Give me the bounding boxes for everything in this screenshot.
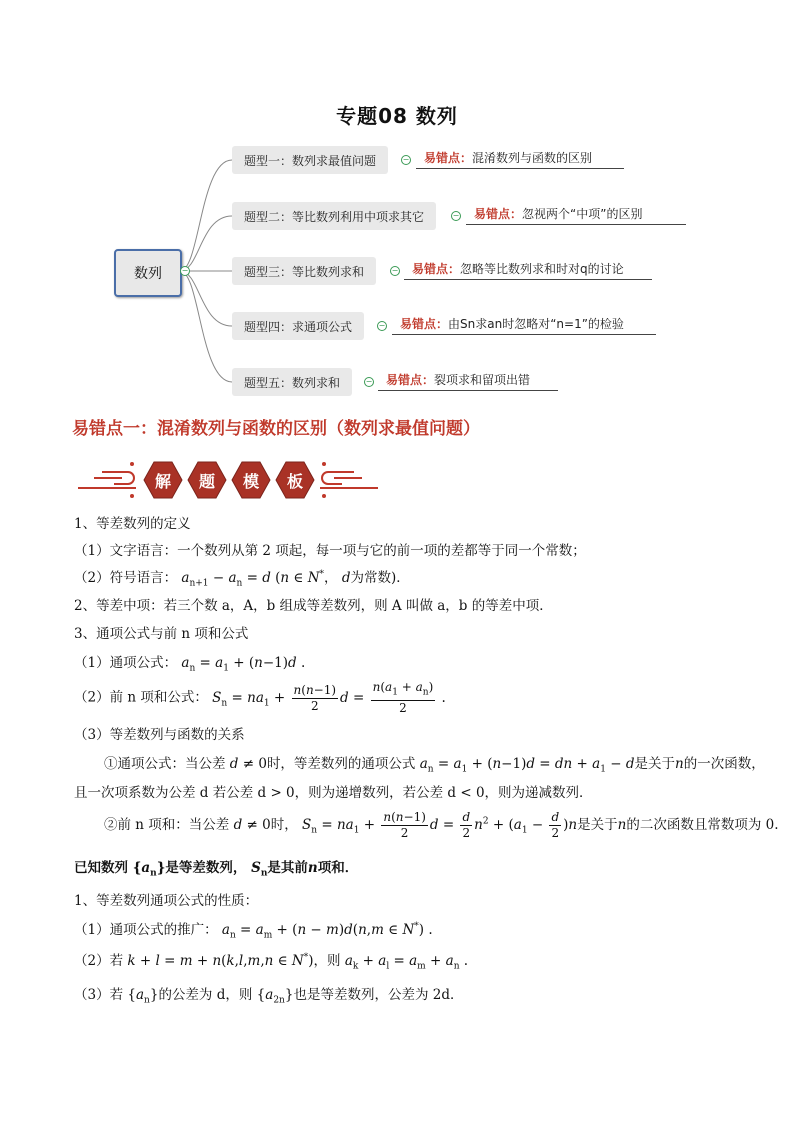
page-title: 专题08 数列 [336, 104, 458, 128]
formula: $a_n = a_m + (n - m)d(n,m$ ∈ N*) . [221, 921, 433, 941]
text-line: 已知数列 $\{a_n\}$是等差数列， $S_n$是其前n项和． [74, 860, 359, 879]
banner-decoration [78, 454, 378, 508]
collapse-toggle-icon[interactable]: − [365, 377, 373, 386]
branch-5: 题型五：数列求和 [232, 368, 352, 396]
section-heading: 易错点一：混淆数列与函数的区别（数列求最值问题） [72, 419, 480, 439]
formula: d ≠ 0 [229, 756, 267, 772]
banner-char: 模 [242, 472, 259, 491]
formula: $\{a_n\}$ [132, 860, 166, 879]
branch-1: 题型一：数列求最值问题 [232, 146, 388, 174]
formula: $S_n = na_1$ + $\frac{n(n-1)}{2}$ d = $\frac{d}{2}$ $n^2 + (a_1$ − $\frac{d}{2}$ )n [302, 810, 578, 840]
text-line: 1、等差数列通项公式的性质： [74, 893, 259, 909]
formula: $a_{n+1} - a_n = d$ (n ∈ N* [181, 569, 325, 589]
branch-2: 题型二：等比数列利用中项求其它 [232, 202, 436, 230]
formula: $a_n = a_1 + (n-1)d$ = dn + $a_1 - d$ [419, 756, 635, 775]
formula: $S_n = na_1$ + $\frac{n(n-1)}{2}$ d = $\frac{n(a_1 + a_n)}{2}$ . [212, 680, 446, 716]
text-line: （2）若 k + l = m + n(k,l,m,n ∈ N*)，则 $a_k + a_l = a_m + a_n$ . [74, 952, 469, 972]
banner-char: 解 [154, 472, 171, 491]
collapse-toggle-icon[interactable]: − [181, 266, 189, 275]
text-line: 2、等差中项：若三个数 a，A，b 组成等差数列，则 A 叫做 a，b 的等差中项． [74, 598, 553, 614]
collapse-toggle-icon[interactable]: − [391, 266, 399, 275]
formula: $a_n = a_1 + (n-1)d$ . [181, 655, 306, 674]
error-point-1: 易错点： 混淆数列与函数的区别 [416, 144, 624, 169]
solution-template-banner [78, 454, 378, 508]
formula: $a_k + a_l = a_m + a_n$ . [344, 953, 469, 972]
banner-char: 题 [198, 472, 215, 491]
branch-4: 题型四：求通项公式 [232, 312, 364, 340]
collapse-toggle-icon[interactable]: − [452, 211, 460, 220]
banner-char: 板 [286, 472, 303, 491]
text-line: ②前 n 项和：当公差 d ≠ 0时， $S_n = na_1$ + $\frac{n(n-1)}{2}$ d = $\frac{d}{2}$ $n^2 + (a_1$ − $\frac{d}{2}$ )n是关于n的二次函数且常数项为 0. [104, 810, 779, 840]
text-line: （1）通项公式的推广： $a_n = a_m + (n - m)d(n,m$ ∈ N*) . [74, 921, 433, 941]
branch-3: 题型三：等比数列求和 [232, 257, 376, 285]
text-line: （3）等差数列与函数的关系 [74, 727, 245, 743]
mind-map-root: 数列 [114, 249, 182, 297]
text-line: 且一次项系数为公差 d 若公差 d > 0，则为递增数列，若公差 d < 0，则为递减数列． [74, 785, 593, 801]
formula: $S_n$ [251, 860, 268, 879]
collapse-toggle-icon[interactable]: − [378, 321, 386, 330]
error-point-5: 易错点： 裂项求和留项出错 [378, 366, 558, 391]
formula: $\{a_{2n}\}$ [256, 987, 294, 1006]
error-point-2: 易错点： 忽视两个“中项”的区别 [466, 200, 686, 225]
error-point-4: 易错点： 由Sn求an时忽略对“n=1”的检验 [392, 310, 656, 335]
text-line: （1）通项公式： $a_n = a_1 + (n-1)d$ . [74, 655, 306, 674]
formula: $\{a_n\}$ [127, 987, 159, 1006]
error-point-3: 易错点： 忽略等比数列求和时对q的讨论 [404, 255, 652, 280]
text-line: （3）若 $\{a_n\}$的公差为 d，则 $\{a_{2n}\}$也是等差数列，公差为 2d． [74, 987, 464, 1006]
text-line: （2）符号语言： $a_{n+1} - a_n = d$ (n ∈ N*， d为常数)． [74, 569, 410, 589]
formula: k + l = m + n(k,l,m,n ∈ N*) [127, 952, 314, 969]
mind-map [0, 130, 794, 400]
text-line: 3、通项公式与前 n 项和公式 [74, 626, 249, 642]
text-line: （2）前 n 项和公式： $S_n = na_1$ + $\frac{n(n-1)}{2}$ d = $\frac{n(a_1 + a_n)}{2}$ . [74, 680, 446, 716]
text-line: ①通项公式：当公差 d ≠ 0时，等差数列的通项公式 $a_n = a_1 + (n-1)d$ = dn + $a_1 - d$是关于n的一次函数， [104, 756, 765, 775]
collapse-toggle-icon[interactable]: − [402, 155, 410, 164]
text-line: 1、等差数列的定义 [74, 516, 191, 532]
text-line: （1）文字语言：一个数列从第 2 项起，每一项与它的前一项的差都等于同一个常数； [74, 543, 586, 559]
formula: d ≠ 0 [233, 817, 271, 833]
